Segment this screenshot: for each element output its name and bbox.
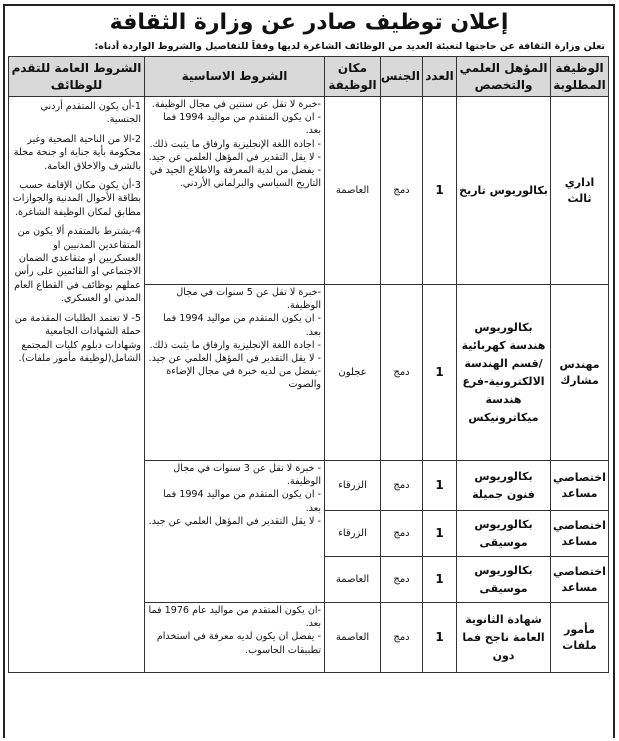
place-cell: عجلون — [325, 285, 381, 461]
announcement-frame — [3, 4, 615, 738]
job-cell: اختصاصي مساعد — [551, 557, 609, 603]
qualification-cell: بكالوريوس موسيقى — [457, 557, 551, 603]
place-cell: العاصمة — [325, 557, 381, 603]
general-condition: 4-يشترط بالمتقدم ألا يكون من المتقاعدين المدنيين او العسكريين او متقاعدي الضمان الاجتماعي او القائمين على رأس عملهم بوظائف في القطاع العام المدني او العسكري. — [14, 226, 141, 305]
condition-line: - لا يقل التقدير في المؤهل العلمي عن جيد. — [148, 151, 321, 163]
job-cell: اختصاصي مساعد — [551, 461, 609, 511]
header-place: مكان الوظيفة — [325, 57, 381, 97]
condition-line: - ان يكون المتقدم من مواليد 1994 فما بعد. — [163, 112, 321, 137]
count-cell: 1 — [423, 97, 457, 285]
header-gender: الجنس — [381, 57, 423, 97]
job-cell: مهندس مشارك — [551, 285, 609, 461]
qualification-cell: شهادة الثانوية العامة ناجح فما دون — [457, 603, 551, 673]
qualification-cell: بكالوريوس تاريخ — [457, 97, 551, 285]
condition-line: -ان يكون المتقدم من مواليد عام 1976 فما بعد. — [148, 605, 321, 630]
general-condition: 1-أن يكون المتقدم أردني الجنسية. — [40, 101, 141, 126]
job-cell: اختصاصي مساعد — [551, 511, 609, 557]
header-job: الوظيفة المطلوبة — [551, 57, 609, 97]
gender-cell: دمج — [381, 557, 423, 603]
job-cell: اداري ثالث — [551, 97, 609, 285]
condition-line: -يفضل من لديه خبرة في مجال الإضاءة والصوت — [166, 366, 321, 391]
general-condition: 5- لا تعتمد الطلبات المقدمة من حملة الشهادات الجامعية وشهادات دبلوم كليات المجتمع الشامل(لوظيفة مأمور ملفات). — [14, 312, 141, 364]
qualification-cell: بكالوريوس موسيقى — [457, 511, 551, 557]
condition-line: - ان يكون المتقدم من مواليد 1994 فما بعد. — [163, 489, 321, 514]
gender-cell: دمج — [381, 285, 423, 461]
condition-line: - اجادة اللغة الإنجليزية وارفاق ما يثبت ذلك. — [149, 339, 321, 351]
table-row — [9, 97, 609, 285]
condition-line: - لا يقل التقدير في المؤهل العلمي عن جيد. — [148, 353, 321, 365]
header-conditions: الشروط الاساسية — [145, 57, 325, 97]
condition-line: - خبرة لا تقل عن 3 سنوات في مجال الوظيفة. — [173, 463, 321, 488]
condition-line: - لا يقل التقدير في المؤهل العلمي عن جيد. — [148, 515, 321, 527]
qualification-cell: بكالوريوس فنون جميلة — [457, 461, 551, 511]
intro-text: تعلن وزارة الثقافة عن حاجتها لتعبئة العديد من الوظائف الشاغرة لديها وفقاً للتفاصيل والشروط الواردة أدناه: — [94, 41, 605, 52]
condition-line: - اجادة اللغة الإنجليزية وارفاق ما يثبت ذلك. — [149, 138, 321, 150]
place-cell: العاصمة — [325, 603, 381, 673]
header-general: الشروط العامة للتقدم للوظائف — [9, 57, 145, 97]
gender-cell: دمج — [381, 511, 423, 557]
general-conditions-cell — [9, 97, 145, 673]
page-title: إعلان توظيف صادر عن وزارة الثقافة — [109, 10, 509, 35]
count-cell: 1 — [423, 603, 457, 673]
condition-line: -خبرة لا تقل عن سنتين في مجال الوظيفة. — [151, 99, 321, 110]
conditions-cell — [145, 97, 325, 285]
condition-line: - ان يكون المتقدم من مواليد 1994 فما بعد. — [163, 313, 321, 338]
general-condition: 3-أن يكون مكان الإقامة حسب بطاقة الأحوال المدنية والجوازات مطابق لمكان الوظيفة الشاغرة. — [12, 180, 141, 218]
shared-conditions-cell — [145, 461, 325, 603]
general-condition: 2-الا من الناحية الصحية وغير محكومة بأية جناية او جنحة مخلة بالشرف والاخلاق العامة. — [13, 133, 141, 172]
count-cell: 1 — [423, 285, 457, 461]
place-cell: الزرقاء — [325, 511, 381, 557]
place-cell: العاصمة — [325, 97, 381, 285]
condition-line: - يفضل ان يكون لديه معرفة في استخدام تطبيقات الحاسوب. — [156, 631, 321, 656]
gender-cell: دمج — [381, 461, 423, 511]
conditions-cell — [145, 603, 325, 673]
gender-cell: دمج — [381, 603, 423, 673]
conditions-cell — [145, 285, 325, 461]
gender-cell: دمج — [381, 97, 423, 285]
header-count: العدد — [423, 57, 457, 97]
condition-line: - يفضل من لدية المعرفة والاطلاع الجيد في التاريخ السياسي والبرلماني الأردني. — [149, 165, 321, 190]
place-cell: الزرقاء — [325, 461, 381, 511]
jobs-table — [8, 56, 609, 673]
header-qualification: المؤهل العلمي والتخصص — [457, 57, 551, 97]
count-cell: 1 — [423, 557, 457, 603]
table-header-row — [9, 57, 609, 97]
count-cell: 1 — [423, 511, 457, 557]
job-cell: مأمور ملفات — [551, 603, 609, 673]
qualification-cell: بكالوريوس هندسة كهربائية /قسم الهندسة الالكترونية-فرع هندسة ميكاترونيكس — [457, 285, 551, 461]
condition-line: -خبرة لا تقل عن 5 سنوات في مجال الوظيفة. — [176, 287, 321, 312]
count-cell: 1 — [423, 461, 457, 511]
